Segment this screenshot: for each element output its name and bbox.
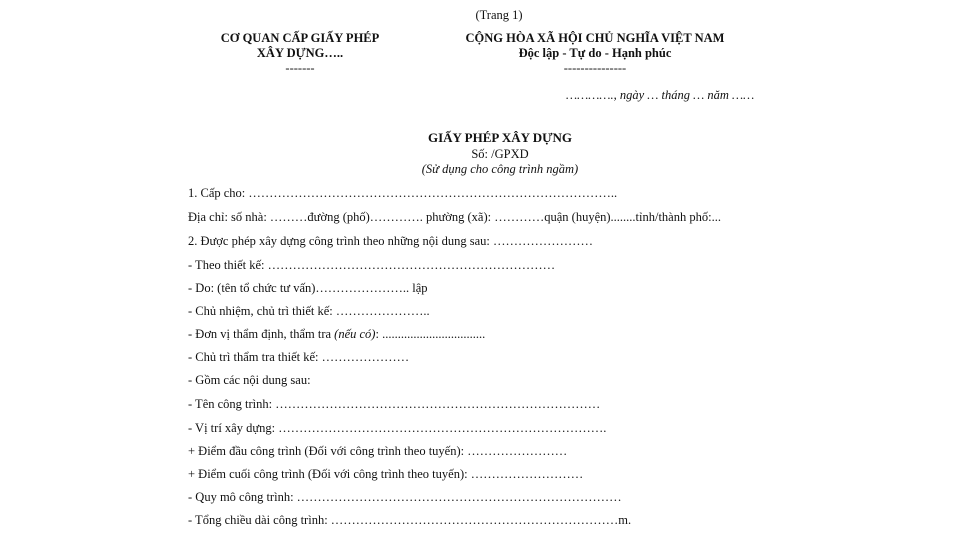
field-appraisal-unit: - Đơn vị thẩm định, thẩm tra (nếu có): ................................. [188,327,486,341]
field-address: Địa chỉ: số nhà: ………đường (phố)…………. phường (xã): …………quận (huyện)........tỉnh/thành phố:... [188,210,721,224]
field-start-point: + Điểm đầu công trình (Đối với công trình theo tuyến): …………………… [188,444,568,458]
national-motto-divider: --------------- [563,61,627,75]
issuing-agency-divider: ------- [285,61,315,75]
page-number-label: (Trang 1) [475,8,523,22]
document-title: GIẤY PHÉP XÂY DỰNG [427,130,573,145]
issuing-agency-block [180,32,420,77]
field-design: - Theo thiết kế: …………………………………………………………… [188,258,556,272]
national-motto: Độc lập - Tự do - Hạnh phúc [518,46,672,60]
field-project-name: - Tên công trình: …………………………………………………………………… [188,397,601,411]
field-design-lead: - Chủ nhiệm, chủ trì thiết kế: ………………….. [188,304,430,318]
field-prepared-by: - Do: (tên tổ chức tư vấn)………………….. lập [188,281,428,295]
issuing-agency-line1: CƠ QUAN CẤP GIẤY PHÉP [220,31,380,45]
issuing-agency-line2: XÂY DỰNG….. [256,46,344,60]
document-subtitle: (Sử dụng cho công trình ngầm) [421,162,579,176]
field-location: - Vị trí xây dựng: ……………………………………………………………………. [188,421,607,435]
field-contents-heading: - Gồm các nội dung sau: [188,373,311,387]
national-name: CỘNG HÒA XÃ HỘI CHỦ NGHĨA VIỆT NAM [465,31,725,45]
field-scale: - Quy mô công trình: …………………………………………………………………… [188,490,622,504]
document-number: Số: /GPXD [471,147,529,161]
field-end-point: + Điểm cuối công trình (Đối với công trình theo tuyến): ……………………… [188,467,584,481]
field-appraisal-lead: - Chủ trì thẩm tra thiết kế: ………………… [188,350,410,364]
date-place-line: …………., ngày … tháng … năm …… [566,88,755,102]
field-issued-to: 1. Cấp cho: …………………………………………………………………………….. [188,186,618,200]
field-permitted-content: 2. Được phép xây dựng công trình theo những nội dung sau: …………………… [188,234,594,248]
national-motto-block [430,32,760,77]
field-total-length: - Tổng chiều dài công trình: ……………………………………………………………m. [188,513,632,527]
